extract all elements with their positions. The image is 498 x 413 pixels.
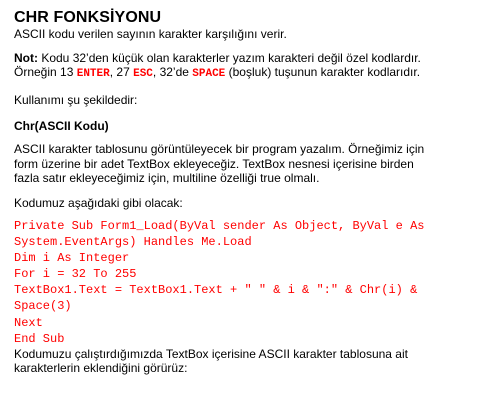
code-line: TextBox1.Text = TextBox1.Text + " " & i & ":" & Chr(i) & (14, 283, 418, 298)
description-paragraph (14, 142, 490, 186)
enter-keyword: ENTER (76, 68, 110, 80)
note-text-5: (boşluk) tuşunun karakter kodlarıdır. (225, 65, 421, 79)
note-label: Not: (14, 50, 38, 65)
page-title: CHR FONKSİYONU (14, 9, 162, 26)
conclusion-paragraph (14, 347, 490, 376)
code-line: For i = 32 To 255 (14, 267, 137, 282)
code-line: Next (14, 315, 43, 330)
code-line: End Sub (14, 331, 65, 346)
document-page (14, 9, 490, 376)
note-text-1: Kodu 32’den küçük olan karakterler yazım karakteri değil özel kodlardır. (38, 50, 421, 65)
usage-intro: Kullanımı şu şekildedir: (14, 92, 138, 107)
syntax-heading: Chr(ASCII Kodu) (14, 119, 109, 133)
intro-paragraph: ASCII kodu verilen sayının karakter karşılığını verir. (14, 27, 287, 41)
code-line: Space(3) (14, 299, 72, 314)
conclusion-line: karakterlerin eklendiğini görürüz: (14, 361, 188, 376)
description-line: form üzerine bir adet TextBox ekleyeceğiz. TextBox nesnesi içerisine birden (14, 156, 414, 171)
code-line: System.EventArgs) Handles Me.Load (14, 235, 252, 250)
code-line: Private Sub Form1_Load(ByVal sender As Object, ByVal e As (14, 219, 425, 233)
note-paragraph (14, 51, 490, 82)
code-line: Dim i As Integer (14, 251, 130, 266)
description-line: fazla satır ekleyeceğimiz için, multiline özelliği true olmalı. (14, 171, 320, 185)
code-intro: Kodumuz aşağıdaki gibi olacak: (14, 195, 183, 210)
space-keyword: SPACE (192, 68, 226, 80)
conclusion-line: Kodumuzu çalıştırdığımızda TextBox içerisine ASCII karakter tablosuna ait (14, 346, 408, 361)
note-text-4: , 32’de (152, 65, 193, 79)
description-line: ASCII karakter tablosunu görüntüleyecek bir program yazalım. Örneğimiz için (14, 142, 425, 156)
esc-keyword: ESC (133, 68, 153, 80)
note-text-3: , 27 (109, 65, 134, 79)
code-block (14, 218, 490, 347)
note-text-2: Örneğin 13 (14, 65, 77, 79)
